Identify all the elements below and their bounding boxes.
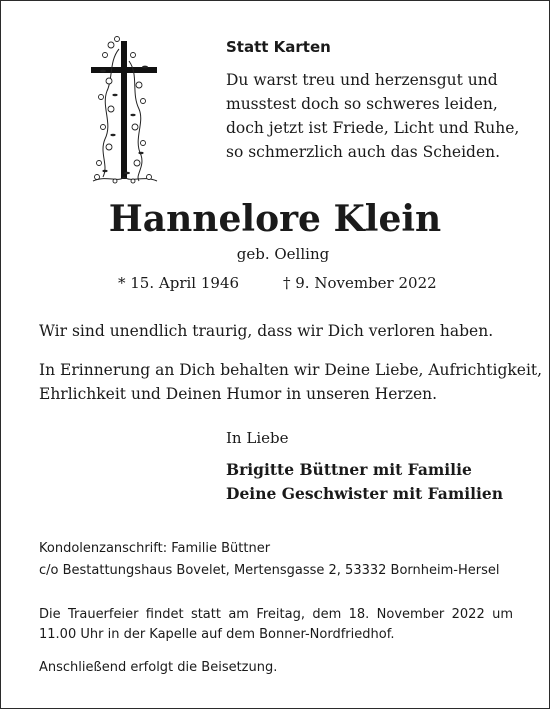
- poem-line: so schmerzlich auch das Scheiden.: [226, 143, 501, 161]
- cross-with-flowers-icon: [83, 31, 165, 189]
- service-line: Die Trauerfeier findet statt am Freitag, dem 18. November 2022 um: [39, 607, 513, 622]
- message-line: Ehrlichkeit und Deinen Humor in unseren Herzen.: [39, 385, 438, 403]
- maiden-name: geb. Oelling: [236, 245, 330, 263]
- signoff: In Liebe: [226, 429, 289, 447]
- condolence-address: c/o Bestattungshaus Bovelet, Mertensgasse 2, 53332 Bornheim-Hersel: [39, 563, 500, 578]
- condolence-address: Kondolenzanschrift: Familie Büttner: [39, 541, 271, 556]
- service-details: [39, 605, 513, 645]
- message-paragraph: [39, 319, 493, 343]
- poem-line: doch jetzt ist Friede, Licht und Ruhe,: [226, 119, 520, 137]
- burial-note: Anschließend erfolgt die Beisetzung.: [39, 660, 278, 675]
- death-date: † 9. November 2022: [283, 274, 437, 292]
- message-line: In Erinnerung an Dich behalten wir Deine Liebe, Aufrichtigkeit,: [39, 361, 543, 379]
- signer: Deine Geschwister mit Familien: [226, 484, 504, 503]
- deceased-name: Hannelore Klein: [108, 198, 442, 240]
- service-line: 11.00 Uhr in der Kapelle auf dem Bonner-Nordfriedhof.: [39, 627, 395, 642]
- poem-line: musstest doch so schweres leiden,: [226, 95, 498, 113]
- message-line: Wir sind unendlich traurig, dass wir Dich verloren haben.: [39, 322, 494, 340]
- birth-date: * 15. April 1946: [118, 274, 240, 292]
- notice-heading: Statt Karten: [226, 38, 331, 56]
- poem-line: Du warst treu und herzensgut und: [226, 71, 498, 89]
- remembrance-paragraph: [39, 358, 542, 406]
- signer: Brigitte Büttner mit Familie: [226, 460, 472, 479]
- poem-block: [226, 38, 526, 164]
